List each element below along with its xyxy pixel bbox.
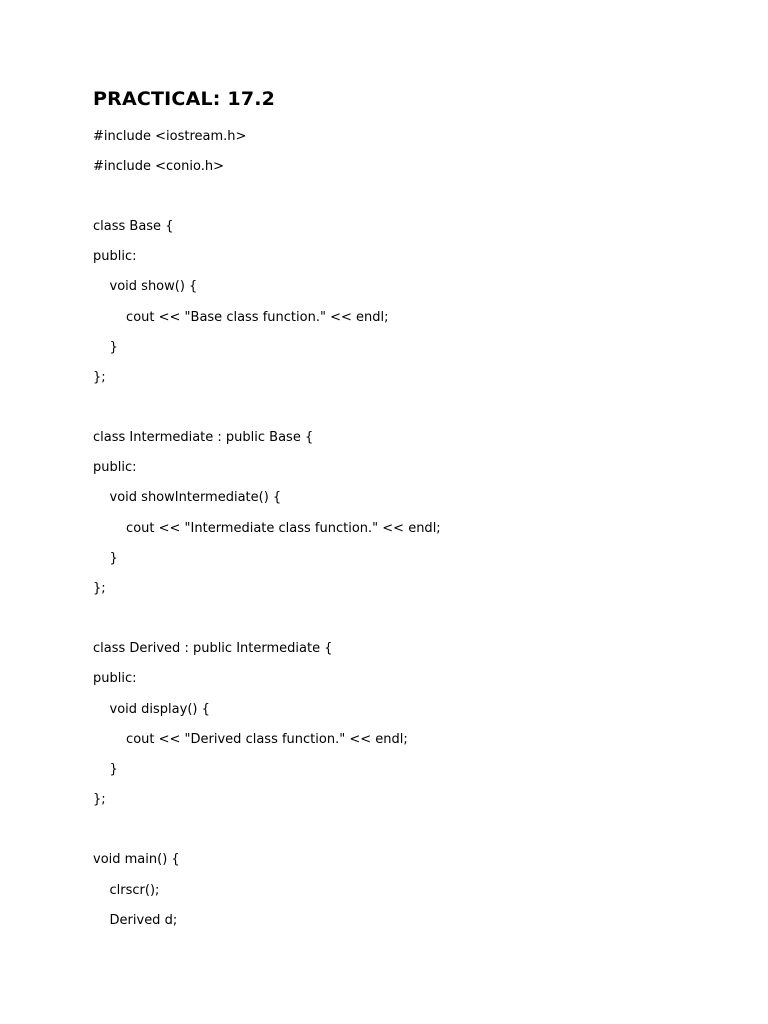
code-line: }: [93, 762, 118, 777]
code-line: #include <iostream.h>: [93, 129, 247, 144]
code-line: public:: [93, 249, 137, 264]
code-line: void main() {: [93, 852, 180, 867]
code-line: public:: [93, 671, 137, 686]
code-line: cout << "Derived class function." << endl;: [93, 732, 408, 747]
code-line: Derived d;: [93, 913, 178, 928]
code-line: class Intermediate : public Base {: [93, 430, 314, 445]
code-line: clrscr();: [93, 883, 160, 898]
code-line: }: [93, 340, 118, 355]
code-line: cout << "Base class function." << endl;: [93, 310, 389, 325]
code-line: };: [93, 792, 106, 807]
code-line: };: [93, 370, 106, 385]
code-line: #include <conio.h>: [93, 159, 224, 174]
code-line: void display() {: [93, 702, 210, 717]
code-line: void show() {: [93, 279, 198, 294]
code-line: void showIntermediate() {: [93, 490, 282, 505]
code-line: class Derived : public Intermediate {: [93, 641, 333, 656]
page-title: PRACTICAL: 17.2: [93, 88, 276, 110]
code-line: }: [93, 551, 118, 566]
code-line: public:: [93, 460, 137, 475]
code-line: cout << "Intermediate class function." << endl;: [93, 521, 441, 536]
code-line: };: [93, 581, 106, 596]
code-line: class Base {: [93, 219, 174, 234]
